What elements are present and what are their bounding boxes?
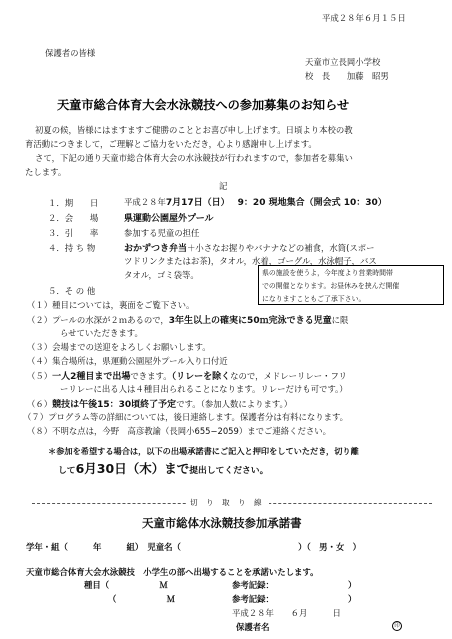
- other-6-suffix: です。（参加人数によります。）: [176, 399, 293, 409]
- belongings-label: ４．持 ち 物: [48, 243, 96, 253]
- other-2-suffix: に限: [331, 315, 349, 325]
- belongings-line-1: [124, 241, 375, 254]
- deadline-date: 6月30日（木）まで: [75, 461, 190, 476]
- other-label: ５．そ の 他: [48, 286, 96, 296]
- intro-line-2: 育活動につきまして，ご理解とご協力をいただき，心より感謝申し上げます。: [25, 139, 317, 149]
- form-title: 天童市総体水泳競技参加承諾書: [142, 516, 302, 530]
- deadline-line-1: ＊参加を希望する場合は，以下の出場承諾書にご記入と押印をしていただき，切り離: [48, 446, 359, 456]
- cut-line-label: 切 り 取 り 線: [186, 497, 269, 508]
- other-7: （７）プログラム等の詳細については，後日連絡します。保護者分は有料になります。: [23, 412, 349, 422]
- intro-line-1: 初夏の候，皆様にはますますご健勝のこととお喜び申し上げます。日頃より本校の教: [35, 125, 353, 135]
- seal-circle: 印: [392, 621, 402, 631]
- other-2-cont: らせていただきます。: [60, 328, 143, 338]
- events-limit: 一人2種目まで出場: [52, 372, 131, 382]
- document-date: 平成２８年６月１５日: [322, 13, 406, 23]
- other-2: [27, 313, 348, 326]
- relay-exception: （リレーを除く: [171, 372, 231, 382]
- note-line-1: 県の施設を使うよ，今年度より営業時間帯: [262, 269, 393, 277]
- grade-row: 学年・組（ 年 組） 児童名（ ）（ 男・女 ）: [26, 542, 361, 552]
- other-6: [27, 397, 292, 410]
- other-8: （８）不明な点は，今野 高彦教諭（長岡小655−2059）までご連絡ください。: [27, 426, 331, 436]
- other-5-prefix: （５）: [27, 371, 53, 381]
- event-row-1: 種目（ Ｍ: [84, 580, 168, 590]
- lunch-item: おかずつき弁当: [124, 244, 188, 254]
- intro-line-3: さて，下記の通り天童市総合体育大会の水泳競技が行われますので，参加者を募集い: [35, 153, 353, 163]
- venue-label: ２．会 場: [48, 213, 99, 223]
- belongings-line-3: タオル，ゴミ袋等。: [124, 270, 199, 280]
- form-date: 平成２８年 ６月 日: [232, 608, 341, 618]
- meeting-time: 9：20 現地集合（開会式 10：30）: [237, 198, 387, 208]
- record-close-1: ）: [348, 580, 357, 590]
- swim-requirement: 3年生以上の確実に50ｍ完泳できる児童: [168, 316, 332, 326]
- other-1: （１）種目については，裏面をご覧下さい。: [27, 300, 195, 310]
- addressee: 保護者の皆様: [45, 48, 96, 58]
- consent-statement: 天童市総合体育大会水泳競技 小学生の部へ出場することを承諾いたします。: [26, 567, 319, 577]
- deadline-prefix: して: [58, 466, 76, 476]
- other-5-mid: できます。: [130, 371, 172, 381]
- date-value: [124, 195, 387, 208]
- belongings-rest: ＋小さなお握りやバナナなどの補食，水筒(スポー: [187, 243, 375, 253]
- record-label-1: 参考記録：: [232, 580, 274, 590]
- guardian-label: 保護者名: [236, 622, 270, 632]
- other-5-cont: ーリレーに出る人は４種目出られることになります。リレーだけも可です。）: [60, 384, 348, 394]
- record-label-2: 参考記録：: [232, 594, 274, 604]
- seal-mark: [392, 620, 402, 631]
- other-4: （４）集合場所は，県運動公園屋外プール入り口付近: [27, 356, 228, 366]
- school-name: 天童市立長岡小学校: [305, 57, 381, 67]
- other-5: [27, 369, 347, 382]
- deadline-line-2: [58, 459, 268, 477]
- leader-label: ３．引 率: [48, 228, 99, 238]
- ki-label: 記: [219, 181, 228, 191]
- other-6-prefix: （６）: [27, 399, 53, 409]
- principal-name: 校 長 加藤 昭男: [305, 71, 389, 81]
- deadline-suffix: 提出してください。: [189, 466, 269, 476]
- note-line-3: になりますこともご了承下さい。: [262, 295, 366, 303]
- other-3: （３）会場までの送迎をよろしくお願いします。: [27, 342, 211, 352]
- other-5-suffix: なので，メドレーリレー・フリ: [230, 371, 347, 381]
- belongings-line-2: ツドリンクまたはお茶)，タオル，水着，ゴーグル，水泳帽子，バス: [124, 256, 377, 266]
- event-row-2: （ Ｍ: [108, 594, 175, 604]
- page-title: 天童市総合体育大会水泳競技への参加募集のお知らせ: [57, 98, 350, 112]
- record-close-2: ）: [348, 594, 357, 604]
- note-line-2: での開催となります。お昼休みを挟んだ開催: [262, 282, 400, 290]
- venue-value: 県運動公園屋外プール: [124, 214, 214, 224]
- end-time: 競技は午後15：30頃終了予定: [52, 400, 177, 410]
- event-date: 7月17日（日）: [165, 198, 230, 208]
- date-prefix: 平成２８年: [124, 197, 166, 207]
- other-2-prefix: （２）プールの水深が２ｍあるので，: [27, 315, 169, 325]
- leader-value: 参加する児童の担任: [124, 228, 200, 238]
- intro-line-4: たします。: [25, 167, 67, 177]
- date-label: １．期 日: [48, 198, 99, 208]
- note-box: [258, 265, 444, 305]
